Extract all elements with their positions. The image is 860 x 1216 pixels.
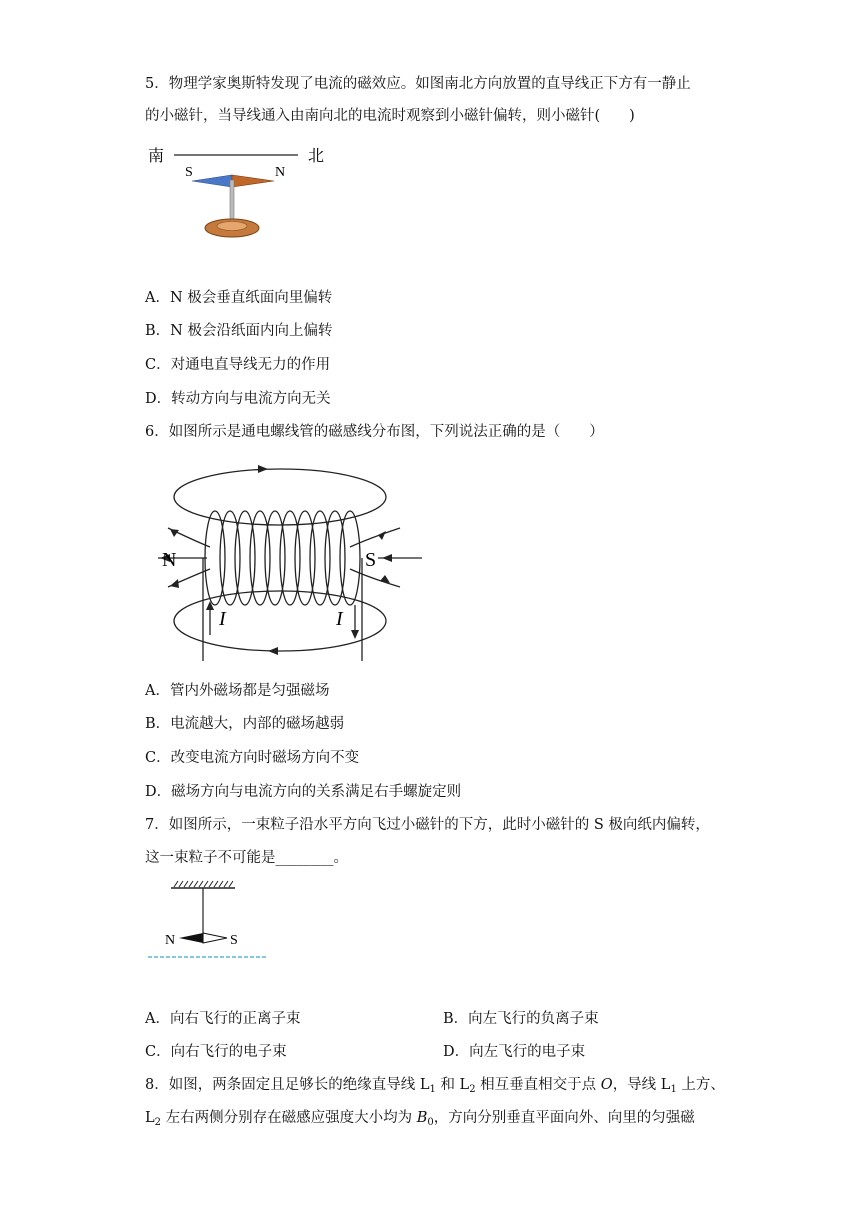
q7-stem-line-1: 7．如图所示，一束粒子沿水平方向飞过小磁针的下方，此时小磁针的 S 极向纸内偏转， xyxy=(145,817,710,833)
needle-south-half xyxy=(192,175,232,187)
needle-pivot-stand xyxy=(230,180,234,222)
q5-option-a: A．N 极会垂直纸面向里偏转 xyxy=(145,290,333,306)
label-north: 北 xyxy=(308,146,325,165)
q7-option-a: A．向右飞行的正离子束 xyxy=(145,1011,301,1027)
q5-stem-line-2: 的小磁针，当导线通入由南向北的电流时观察到小磁针偏转，则小磁针( ) xyxy=(145,108,635,124)
pole-n-label: N xyxy=(165,933,176,948)
q5-stem-line-1: 5．物理学家奥斯特发现了电流的磁效应。如图南北方向放置的直导线正下方有一静止 xyxy=(145,76,691,92)
current-label-left: I xyxy=(219,608,226,630)
pole-s-label: S xyxy=(185,165,193,180)
arrowhead-axis-right xyxy=(382,554,392,562)
needle-north-half xyxy=(232,175,274,187)
q5-option-c: C．对通电直导线无力的作用 xyxy=(145,357,331,373)
q7-option-b: B．向左飞行的负离子束 xyxy=(443,1011,599,1027)
arrowhead-top xyxy=(258,465,268,473)
q6-option-b: B．电流越大，内部的磁场越弱 xyxy=(145,716,345,732)
current-label-right: I xyxy=(336,608,343,630)
label-south: 南 xyxy=(148,146,165,165)
q7-hanging-needle-figure xyxy=(145,880,275,965)
field-line-right-upper xyxy=(350,528,400,547)
pole-s-label: S xyxy=(365,549,377,571)
q7-stem-line-2: 这一束粒子不可能是________。 xyxy=(145,850,348,866)
q6-option-d: D．磁场方向与电流方向的关系满足右手螺旋定则 xyxy=(145,784,462,800)
q5-option-d: D．转动方向与电流方向无关 xyxy=(145,391,331,407)
q8-stem-line-2: $L_2$ 左右两侧分别存在磁感应强度大小均为 $B_0$，方向分别垂直平面向外、向里的匀强磁 xyxy=(145,1110,695,1128)
q5-option-b: B．N 极会沿纸面内向上偏转 xyxy=(145,323,333,339)
ceiling-hatching xyxy=(174,881,233,887)
q6-stem-line-1: 6．如图所示是通电螺线管的磁感线分布图，下列说法正确的是（ ） xyxy=(145,424,604,440)
q6-option-a: A．管内外磁场都是匀强磁场 xyxy=(145,683,330,699)
q8-stem-line-1: 8．如图，两条固定且足够长的绝缘直导线 $L_1$ 和 $L_2$ 相互垂直相交于点 O，导线 $L_1$ 上方、 xyxy=(145,1077,725,1095)
pole-n-label: N xyxy=(162,549,177,571)
q6-option-c: C．改变电流方向时磁场方向不变 xyxy=(145,750,360,766)
q6-solenoid-figure xyxy=(150,455,440,665)
q7-option-d: D．向左飞行的电子束 xyxy=(443,1044,586,1060)
q5-compass-figure xyxy=(140,140,340,245)
field-line-right-lower xyxy=(350,569,400,587)
q7-option-c: C．向右飞行的电子束 xyxy=(145,1044,287,1060)
needle-north-half xyxy=(179,933,203,943)
solenoid-coil xyxy=(205,511,360,605)
pole-s-label: S xyxy=(230,933,238,948)
needle-south-half xyxy=(203,933,227,943)
arrowhead-bottom xyxy=(268,647,278,655)
pole-n-label: N xyxy=(275,165,286,180)
